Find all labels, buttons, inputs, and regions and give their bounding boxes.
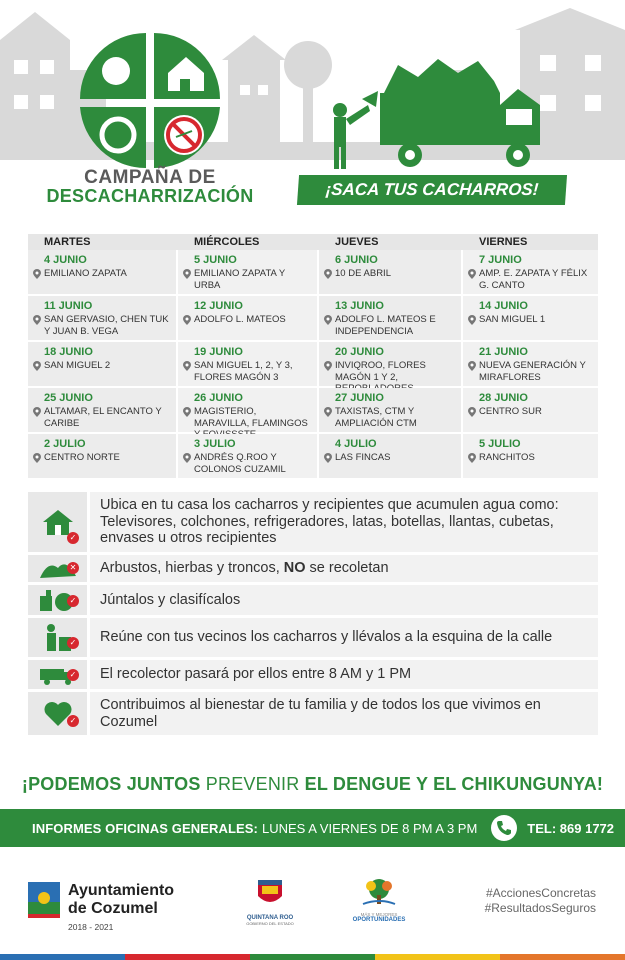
schedule-cell <box>178 296 319 342</box>
collection-date: 25 JUNIO <box>44 392 93 404</box>
instruction-text: Ubica en tu casa los cacharros y recipientes que acumulen agua como: Televisores, colchones, refrigeradores, latas, botellas, llantas, cubetas, envases u otros recipientes <box>100 497 559 547</box>
garbage-truck-icon <box>28 660 90 689</box>
neighborhood-name: SAN GERVASIO, CHEN TUK Y JUAN B. VEGA <box>44 314 169 337</box>
collection-date: 21 JUNIO <box>479 346 528 358</box>
instruction-text-part: Arbustos, hierbas y troncos, <box>100 560 284 577</box>
collection-date: 11 JUNIO <box>44 300 93 312</box>
day-header-jueves: JUEVES <box>335 236 379 248</box>
hashtag: #ResultadosSeguros <box>484 901 596 915</box>
collection-date: 27 JUNIO <box>335 392 384 404</box>
mas-caption: MÁS Y MEJORES <box>360 912 398 917</box>
schedule-cell <box>319 296 463 342</box>
neighborhood-name: MAGISTERIO, MARAVILLA, FLAMINGOS <box>194 406 308 429</box>
header <box>0 0 625 215</box>
location-pin-icon <box>324 269 332 279</box>
collection-schedule-table <box>28 234 598 480</box>
location-pin-icon <box>33 453 41 463</box>
location-pin-icon <box>183 407 191 417</box>
schedule-cell <box>178 250 319 296</box>
prevention-slogan <box>0 774 625 795</box>
schedule-cell <box>463 250 598 296</box>
schedule-cell <box>319 342 463 388</box>
instruction-text-emphasis: NO <box>283 560 306 577</box>
check-badge-icon: ✓ <box>67 595 79 607</box>
neighborhood-name: ADOLFO L. MATEOS <box>194 314 286 325</box>
schedule-body <box>28 250 598 480</box>
day-header-martes: MARTES <box>44 236 91 248</box>
collection-date: 4 JULIO <box>335 438 377 450</box>
cozumel-shield-logo <box>28 882 60 922</box>
schedule-cell <box>178 342 319 388</box>
schedule-cell <box>463 296 598 342</box>
color-stripe <box>0 954 625 960</box>
office-info-label: INFORMES OFICINAS GENERALES: <box>32 820 258 836</box>
hashtag: #AccionesConcretas <box>485 886 596 900</box>
location-pin-icon <box>468 453 476 463</box>
neighborhood-name: CENTRO NORTE <box>44 452 120 463</box>
location-pin-icon <box>324 453 332 463</box>
check-badge-icon: ✓ <box>67 715 79 727</box>
location-pin-icon <box>33 315 41 325</box>
schedule-cell <box>319 434 463 480</box>
schedule-cell <box>28 388 178 434</box>
instructions-list <box>28 492 598 738</box>
org-line: Ayuntamiento <box>68 882 175 899</box>
neighborhood-name: AMP. E. ZAPATA Y FÉLIX G. CANTO <box>479 268 588 291</box>
location-pin-icon <box>468 269 476 279</box>
office-hours: LUNES A VIERNES DE 8 PM A 3 PM <box>261 820 478 836</box>
day-header-miercoles: MIÉRCOLES <box>194 236 260 248</box>
collection-date: 7 JUNIO <box>479 254 522 266</box>
shrub-icon <box>28 555 90 582</box>
neighborhood-name: ADOLFO L. MATEOS E INDEPENDENCIA <box>335 314 436 337</box>
neighborhood-name: RANCHITOS <box>479 452 535 463</box>
neighborhood-name: SAN MIGUEL 1, 2, Y 3, FLORES MAGÓN 3 <box>194 360 293 383</box>
truck-illustration <box>318 55 558 175</box>
neighborhood-name: EMILIANO ZAPATA Y URBA <box>194 268 285 291</box>
collection-date: 3 JULIO <box>194 438 236 450</box>
location-pin-icon <box>33 269 41 279</box>
schedule-row <box>28 434 598 480</box>
schedule-row <box>28 388 598 434</box>
collected-items-icon <box>28 585 90 615</box>
collection-date: 28 JUNIO <box>479 392 528 404</box>
location-pin-icon <box>324 315 332 325</box>
slogan-part: EL DENGUE Y EL CHIKUNGUNYA! <box>304 774 604 794</box>
quintana-roo-logo <box>240 878 300 933</box>
collection-date: 20 JUNIO <box>335 346 384 358</box>
instruction-item <box>28 692 598 738</box>
day-header-viernes: VIERNES <box>479 236 528 248</box>
x-badge-icon: ✕ <box>67 562 79 574</box>
schedule-cell <box>178 388 319 434</box>
phone-icon <box>491 815 517 841</box>
campaign-logo <box>80 33 220 168</box>
location-pin-icon <box>324 361 332 371</box>
schedule-cell <box>28 434 178 480</box>
quintana-roo-emblem <box>256 878 284 908</box>
mas-caption-bold: OPORTUNIDADES <box>352 917 406 923</box>
schedule-cell <box>178 434 319 480</box>
check-badge-icon: ✓ <box>67 532 79 544</box>
mas-oportunidades-logo <box>348 878 410 933</box>
instruction-item <box>28 585 598 618</box>
location-pin-icon <box>183 269 191 279</box>
instruction-item <box>28 492 598 555</box>
qroo-subcaption: GOBIERNO DEL ESTADO <box>246 921 294 926</box>
neighborhood-name: EMILIANO ZAPATA <box>44 268 127 279</box>
instruction-text: Contribuimos al bienestar de tu familia y de todos los que vivimos en Cozumel <box>100 697 541 730</box>
location-pin-icon <box>183 361 191 371</box>
instruction-text: Reúne con tus vecinos los cacharros y llévalos a la esquina de la calle <box>100 629 553 646</box>
collection-date: 26 JUNIO <box>194 392 243 404</box>
location-pin-icon <box>33 361 41 371</box>
location-pin-icon <box>183 315 191 325</box>
campaign-title-line1: CAMPAÑA DE <box>84 167 216 188</box>
schedule-cell <box>463 388 598 434</box>
instruction-item <box>28 618 598 660</box>
neighborhood-name: INVIQROO, FLORES MAGÓN 1 Y 2, <box>335 360 426 383</box>
location-pin-icon <box>33 407 41 417</box>
phone-number[interactable]: TEL: 869 1772 <box>527 820 615 836</box>
location-pin-icon <box>183 453 191 463</box>
location-pin-icon <box>468 315 476 325</box>
neighborhood-name: TAXISTAS, CTM Y AMPLIACIÓN CTM <box>335 406 417 429</box>
schedule-row <box>28 342 598 388</box>
instruction-text: El recolector pasará por ellos entre 8 AM y 1 PM <box>100 666 412 683</box>
campaign-title-line2: DESCACHARRIZACIÓN <box>46 186 254 206</box>
heart-icon <box>28 692 90 735</box>
location-pin-icon <box>468 407 476 417</box>
schedule-cell <box>463 434 598 480</box>
neighborhood-name: CENTRO SUR <box>479 406 542 417</box>
saca-tus-cacharros-banner: ¡SACA TUS CACHARROS! <box>297 175 567 205</box>
collection-date: 6 JUNIO <box>335 254 378 266</box>
collection-date: 5 JUNIO <box>194 254 237 266</box>
collection-date: 19 JUNIO <box>194 346 243 358</box>
qroo-caption: QUINTANA ROO <box>246 915 294 921</box>
house-icon <box>28 492 90 552</box>
neighborhood-name: SAN MIGUEL 2 <box>44 360 111 371</box>
tree-emblem <box>359 878 399 906</box>
schedule-cell <box>28 342 178 388</box>
hashtags <box>466 886 596 916</box>
instruction-text <box>90 556 598 581</box>
org-line: de Cozumel <box>68 900 158 917</box>
collection-date: 13 JUNIO <box>335 300 384 312</box>
instruction-item <box>28 555 598 585</box>
administration-years: 2018 - 2021 <box>68 922 114 932</box>
schedule-cell <box>28 296 178 342</box>
schedule-cell <box>28 250 178 296</box>
location-pin-icon <box>468 361 476 371</box>
schedule-cell <box>463 342 598 388</box>
neighborhood-name: ALTAMAR, EL ENCANTO Y CARIBE <box>44 406 162 429</box>
collection-date: 5 JULIO <box>479 438 521 450</box>
collection-date: 2 JULIO <box>44 438 86 450</box>
check-badge-icon: ✓ <box>67 669 79 681</box>
ayuntamiento-name <box>68 882 174 918</box>
collection-date: 14 JUNIO <box>479 300 528 312</box>
schedule-cell <box>319 388 463 434</box>
contact-info-bar <box>0 809 625 847</box>
slogan-part: PREVENIR <box>200 774 305 794</box>
check-badge-icon: ✓ <box>67 637 79 649</box>
footer <box>0 870 625 960</box>
neighborhood-name: ANDRÉS Q.ROO Y COLONOS CUZAMIL <box>194 452 286 475</box>
schedule-row <box>28 296 598 342</box>
instruction-text-part: se recoletan <box>305 560 389 577</box>
collection-date: 4 JUNIO <box>44 254 87 266</box>
collection-date: 18 JUNIO <box>44 346 93 358</box>
neighborhood-name: 10 DE ABRIL <box>335 268 391 279</box>
person-carrying-icon <box>28 618 90 657</box>
schedule-row <box>28 250 598 296</box>
collection-date: 12 JUNIO <box>194 300 243 312</box>
neighborhood-name: NUEVA GENERACIÓN Y MIRAFLORES <box>479 360 586 383</box>
slogan-part: ¡PODEMOS JUNTOS <box>21 774 201 794</box>
schedule-cell <box>319 250 463 296</box>
instruction-item <box>28 660 598 692</box>
neighborhood-name: SAN MIGUEL 1 <box>479 314 546 325</box>
instruction-text: Júntalos y clasifícalos <box>100 591 241 608</box>
neighborhood-name: LAS FINCAS <box>335 452 391 463</box>
schedule-header-row <box>28 234 598 250</box>
location-pin-icon <box>324 407 332 417</box>
